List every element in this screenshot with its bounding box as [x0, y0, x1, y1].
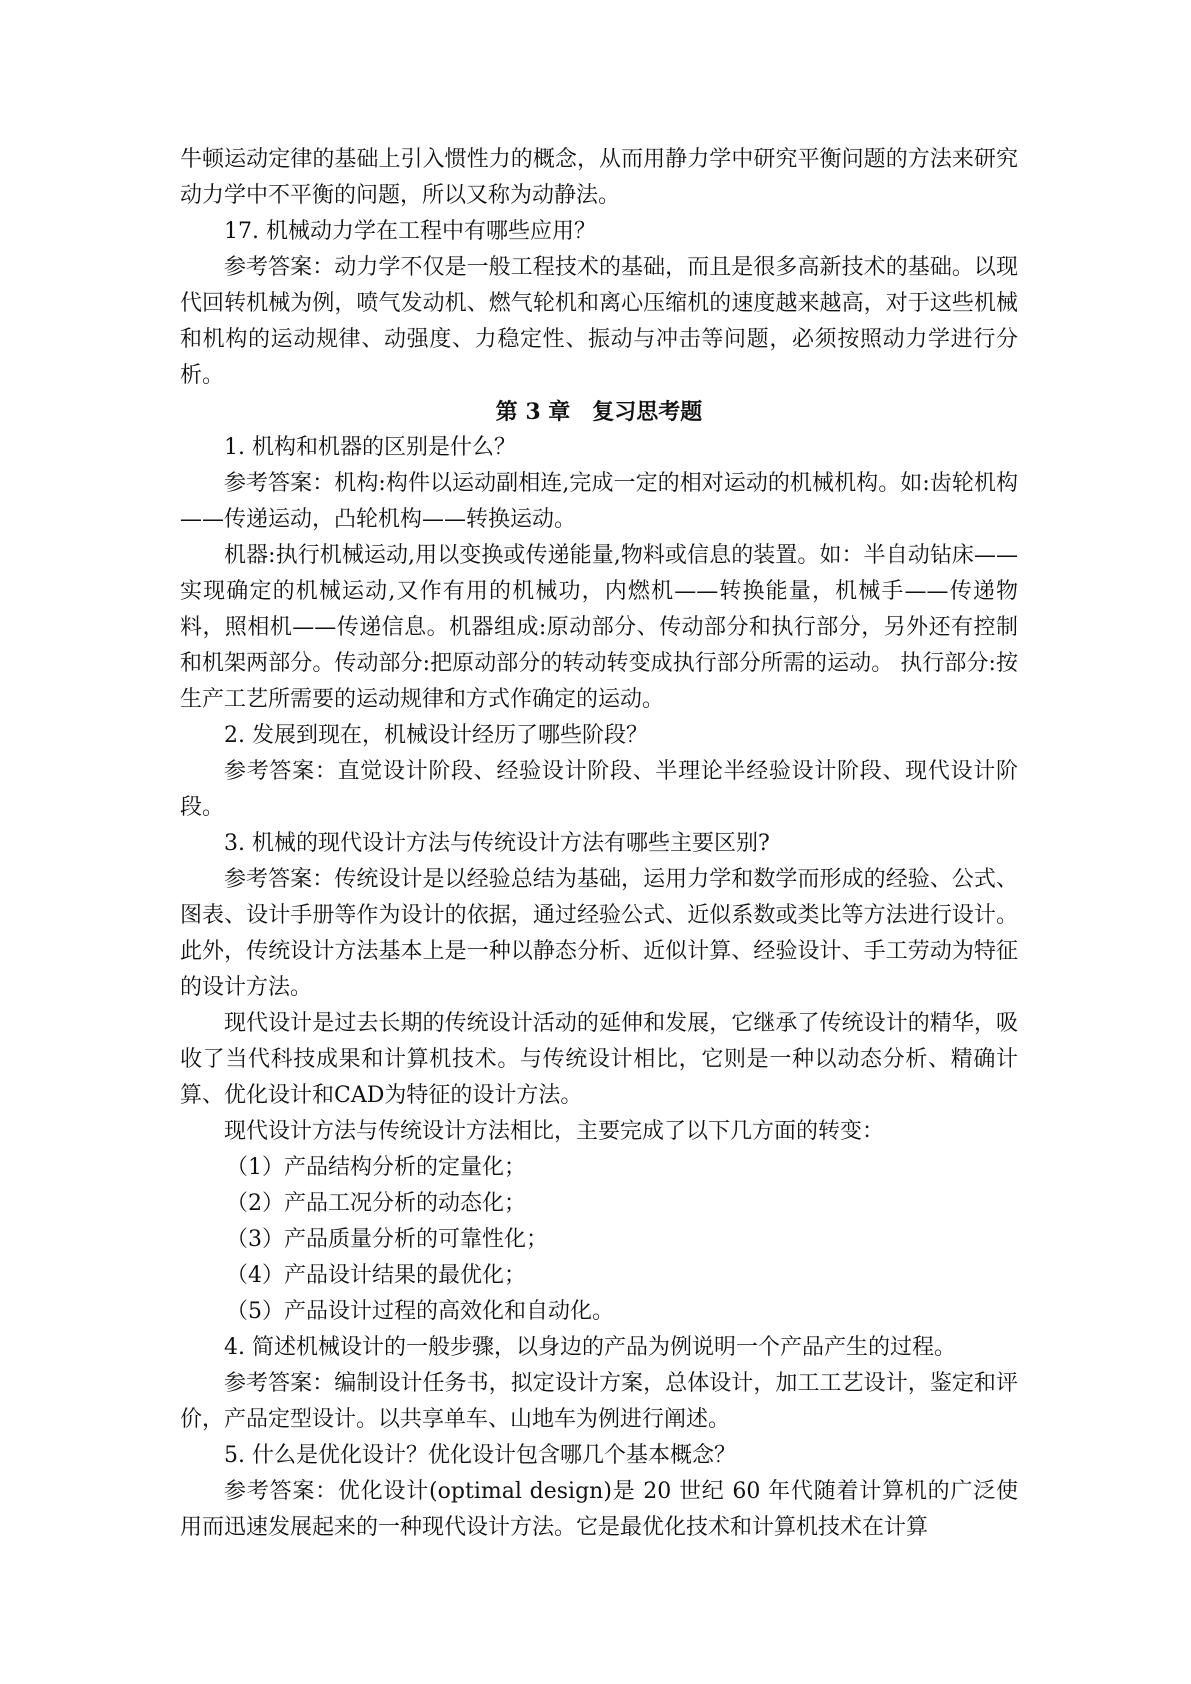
answer-3-part-c: 现代设计方法与传统设计方法相比，主要完成了以下几方面的转变：: [224, 1119, 885, 1144]
answer-4: 参考答案：编制设计任务书，拟定设计方案，总体设计，加工工艺设计，鉴定和评价，产品定型设计。以共享单车、山地车为例进行阐述。: [180, 1371, 1018, 1432]
answer-3-part-a: 参考答案：传统设计是以经验总结为基础，运用力学和数学而形成的经验、公式、图表、设计手册等作为设计的依据，通过经验公式、近似系数或类比等方法进行设计。此外，传统设计方法基本上是一种以静态分析、近似计算、经验设计、手工劳动为特征的设计方法。: [180, 867, 1018, 1000]
list-item-5: （5）产品设计过程的高效化和自动化。: [226, 1299, 614, 1324]
answer-5: 参考答案：优化设计(optimal design)是 20 世纪 60 年代随着计算机的广泛使用而迅速发展起来的一种现代设计方法。它是最优化技术和计算机技术在计算: [180, 1479, 1018, 1540]
list-item-2: （2）产品工况分析的动态化；: [226, 1191, 526, 1216]
answer-3-part-b: 现代设计是过去长期的传统设计活动的延伸和发展，它继承了传统设计的精华，吸收了当代科技成果和计算机技术。与传统设计相比，它则是一种以动态分析、精确计算、优化设计和CAD为特征的设计方法。: [180, 1011, 1018, 1108]
chapter-heading: 第 3 章 复习思考题: [495, 399, 703, 425]
answer-17: 参考答案：动力学不仅是一般工程技术的基础，而且是很多高新技术的基础。以现代回转机械为例，喷气发动机、燃气轮机和离心压缩机的速度越来越高，对于这些机械和机构的运动规律、动强度、力稳定性、振动与冲击等问题，必须按照动力学进行分析。: [180, 255, 1018, 388]
list-item-4: （4）产品设计结果的最优化；: [226, 1263, 526, 1288]
answer-1-part-b: 机器:执行机械运动,用以变换或传递能量,物料或信息的装置。如：半自动钻床——实现确定的机械运动,又作有用的机械功，内燃机——转换能量，机械手——传递物料，照相机——传递信息。机器组成:原动部分、传动部分和执行部分，另外还有控制和机架两部分。传动部分:把原动部分的转动转变成执行部分所需的运动。 执行部分:按生产工艺所需要的运动规律和方式作确定的运动。: [180, 543, 1018, 712]
paragraph-continued: 牛顿运动定律的基础上引入惯性力的概念，从而用静力学中研究平衡问题的方法来研究动力学中不平衡的问题，所以又称为动静法。: [180, 147, 1018, 208]
question-1: 1. 机构和机器的区别是什么？: [224, 435, 516, 460]
question-3: 3. 机械的现代设计方法与传统设计方法有哪些主要区别?: [224, 831, 770, 856]
question-17: 17. 机械动力学在工程中有哪些应用？: [224, 219, 596, 244]
answer-1-part-a: 参考答案：机构:构件以运动副相连,完成一定的相对运动的机械机构。如:齿轮机构——传递运动，凸轮机构——转换运动。: [180, 471, 1018, 532]
question-5: 5. 什么是优化设计？优化设计包含哪几个基本概念？: [224, 1443, 736, 1468]
answer-2: 参考答案：直觉设计阶段、经验设计阶段、半理论半经验设计阶段、现代设计阶段。: [180, 759, 1018, 820]
document-body: [180, 142, 1018, 1546]
list-item-1: （1）产品结构分析的定量化；: [226, 1155, 526, 1180]
question-4: 4. 简述机械设计的一般步骤，以身边的产品为例说明一个产品产生的过程。: [224, 1335, 956, 1360]
list-item-3: （3）产品质量分析的可靠性化；: [226, 1227, 548, 1252]
question-2: 2. 发展到现在，机械设计经历了哪些阶段？: [224, 723, 648, 748]
